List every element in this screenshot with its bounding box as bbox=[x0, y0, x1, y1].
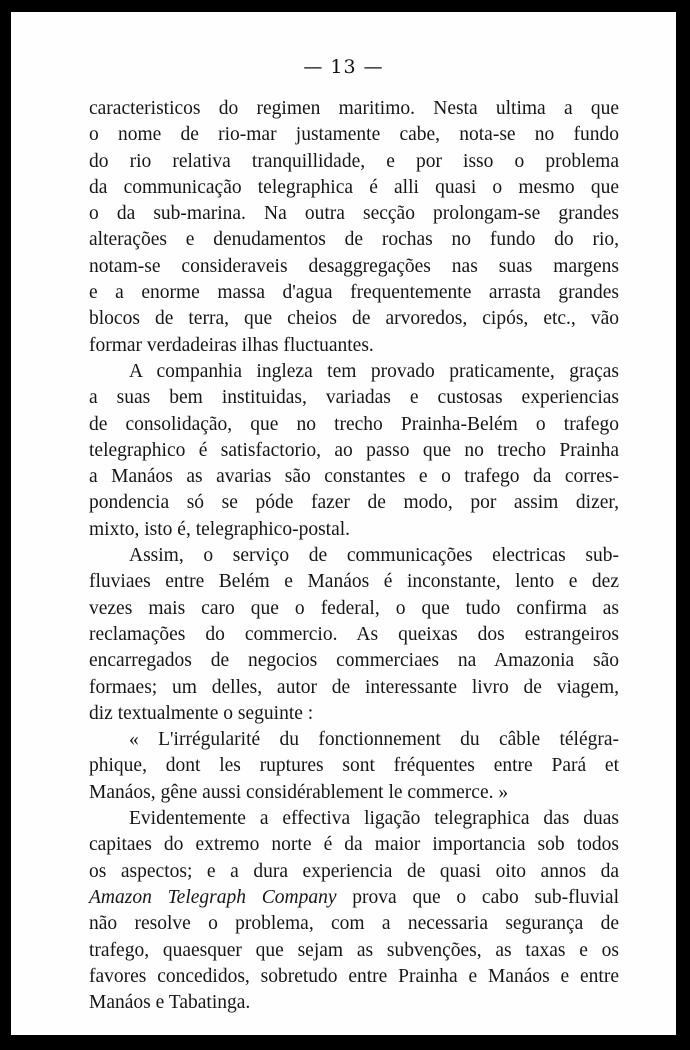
text-line: reclamações do commercio. As queixas dos estrangeiros bbox=[89, 623, 619, 645]
text-line: do rio relativa tranquillidade, e por isso o problema bbox=[89, 150, 619, 172]
body-text bbox=[89, 96, 619, 1016]
paragraph-3 bbox=[89, 543, 619, 727]
text-line: trafego, quaesquer que sejam as subvenções, as taxas e os bbox=[89, 939, 619, 961]
text-line: de consolidação, que no trecho Prainha-Belém o trafego bbox=[89, 413, 619, 435]
text-line: alterações e denudamentos de rochas no fundo do rio, bbox=[89, 229, 619, 251]
text-line: caracteristicos do regimen maritimo. Nesta ultima a que bbox=[89, 98, 619, 119]
text-line: e a enorme massa d'agua frequentemente arrasta grandes bbox=[89, 282, 619, 304]
text-line: phique, dont les ruptures sont fréquentes entre Pará et bbox=[89, 755, 619, 777]
text-line-with-italic bbox=[89, 885, 619, 911]
text-line: formar verdadeiras ilhas fluctuantes. bbox=[89, 334, 374, 356]
text-line: Evidentemente a effectiva ligação telegraphica das duas bbox=[129, 808, 619, 830]
page-number: — 13 — bbox=[303, 56, 384, 78]
text-line: Manáos e Tabatinga. bbox=[89, 992, 251, 1014]
text-fragment: prova que o cabo sub-fluvial bbox=[352, 886, 620, 908]
text-line: vezes mais caro que o federal, o que tudo confirma as bbox=[89, 597, 619, 619]
quote-paragraph bbox=[89, 727, 619, 806]
paragraph-1 bbox=[89, 96, 619, 359]
text-line: não resolve o problema, com a necessaria segurança de bbox=[89, 913, 619, 935]
text-line: favores concedidos, sobretudo entre Prainha e Manáos e entre bbox=[89, 965, 619, 987]
text-line: formaes; um delles, autor de interessante livro de viagem, bbox=[89, 676, 619, 698]
text-line: blocos de terra, que cheios de arvoredos, cipós, etc., vão bbox=[89, 308, 619, 330]
text-line: fluviaes entre Belém e Manáos é inconstante, lento e dez bbox=[89, 571, 619, 593]
text-line: a Manáos as avarias são constantes e o trafego da corres- bbox=[89, 466, 619, 488]
text-line: capitaes do extremo norte é da maior importancia sob todos bbox=[89, 834, 619, 856]
paragraph-2 bbox=[89, 359, 619, 543]
text-line: diz textualmente o seguinte : bbox=[89, 702, 314, 724]
text-line: os aspectos; e a dura experiencia de quasi oito annos da bbox=[89, 860, 619, 882]
text-line: encarregados de negocios commerciaes na Amazonia são bbox=[89, 650, 619, 672]
text-line: Manáos, gêne aussi considérablement le commerce. » bbox=[89, 781, 509, 803]
text-line: mixto, isto é, telegraphico-postal. bbox=[89, 518, 351, 540]
text-line: telegraphico é satisfactorio, ao passo que no trecho Prainha bbox=[89, 439, 619, 461]
text-line: o nome de rio-mar justamente cabe, nota-se no fundo bbox=[89, 124, 619, 146]
text-line: o da sub-marina. Na outra secção prolongam-se grandes bbox=[89, 203, 619, 225]
document-page bbox=[11, 12, 676, 1035]
paragraph-5 bbox=[89, 806, 619, 1016]
text-line: « L'irrégularité du fonctionnement du câble télégra- bbox=[129, 729, 619, 751]
text-line: da communicação telegraphica é alli quasi o mesmo que bbox=[89, 176, 619, 198]
text-line: Assim, o serviço de communicações electricas sub- bbox=[129, 545, 619, 567]
text-line: a suas bem instituidas, variadas e custosas experiencias bbox=[89, 387, 619, 409]
company-name: Amazon Telegraph Company bbox=[89, 886, 337, 908]
text-line: notam-se consideraveis desaggregações nas suas margens bbox=[89, 255, 619, 277]
text-line: pondencia só se póde fazer de modo, por assim dizer, bbox=[89, 492, 619, 514]
text-line: A companhia ingleza tem provado praticamente, graças bbox=[129, 360, 619, 382]
